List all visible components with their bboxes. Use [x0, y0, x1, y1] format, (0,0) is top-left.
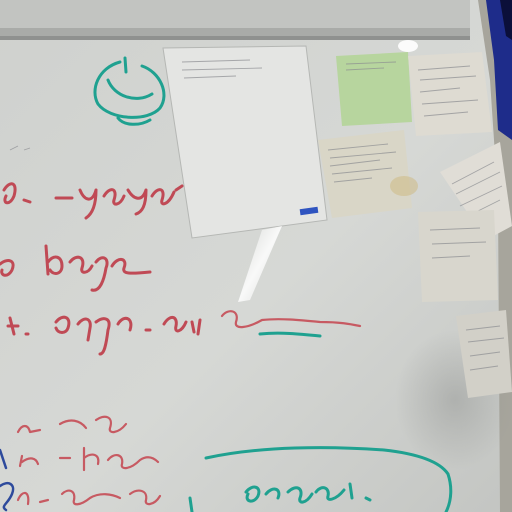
sticky-note-beige-2 — [408, 52, 492, 136]
sticky-note-beige-3 — [418, 210, 498, 302]
paper-sheet-large — [163, 46, 327, 238]
sticky-note-beige-1 — [318, 130, 418, 218]
sticky-note-green — [336, 52, 412, 126]
